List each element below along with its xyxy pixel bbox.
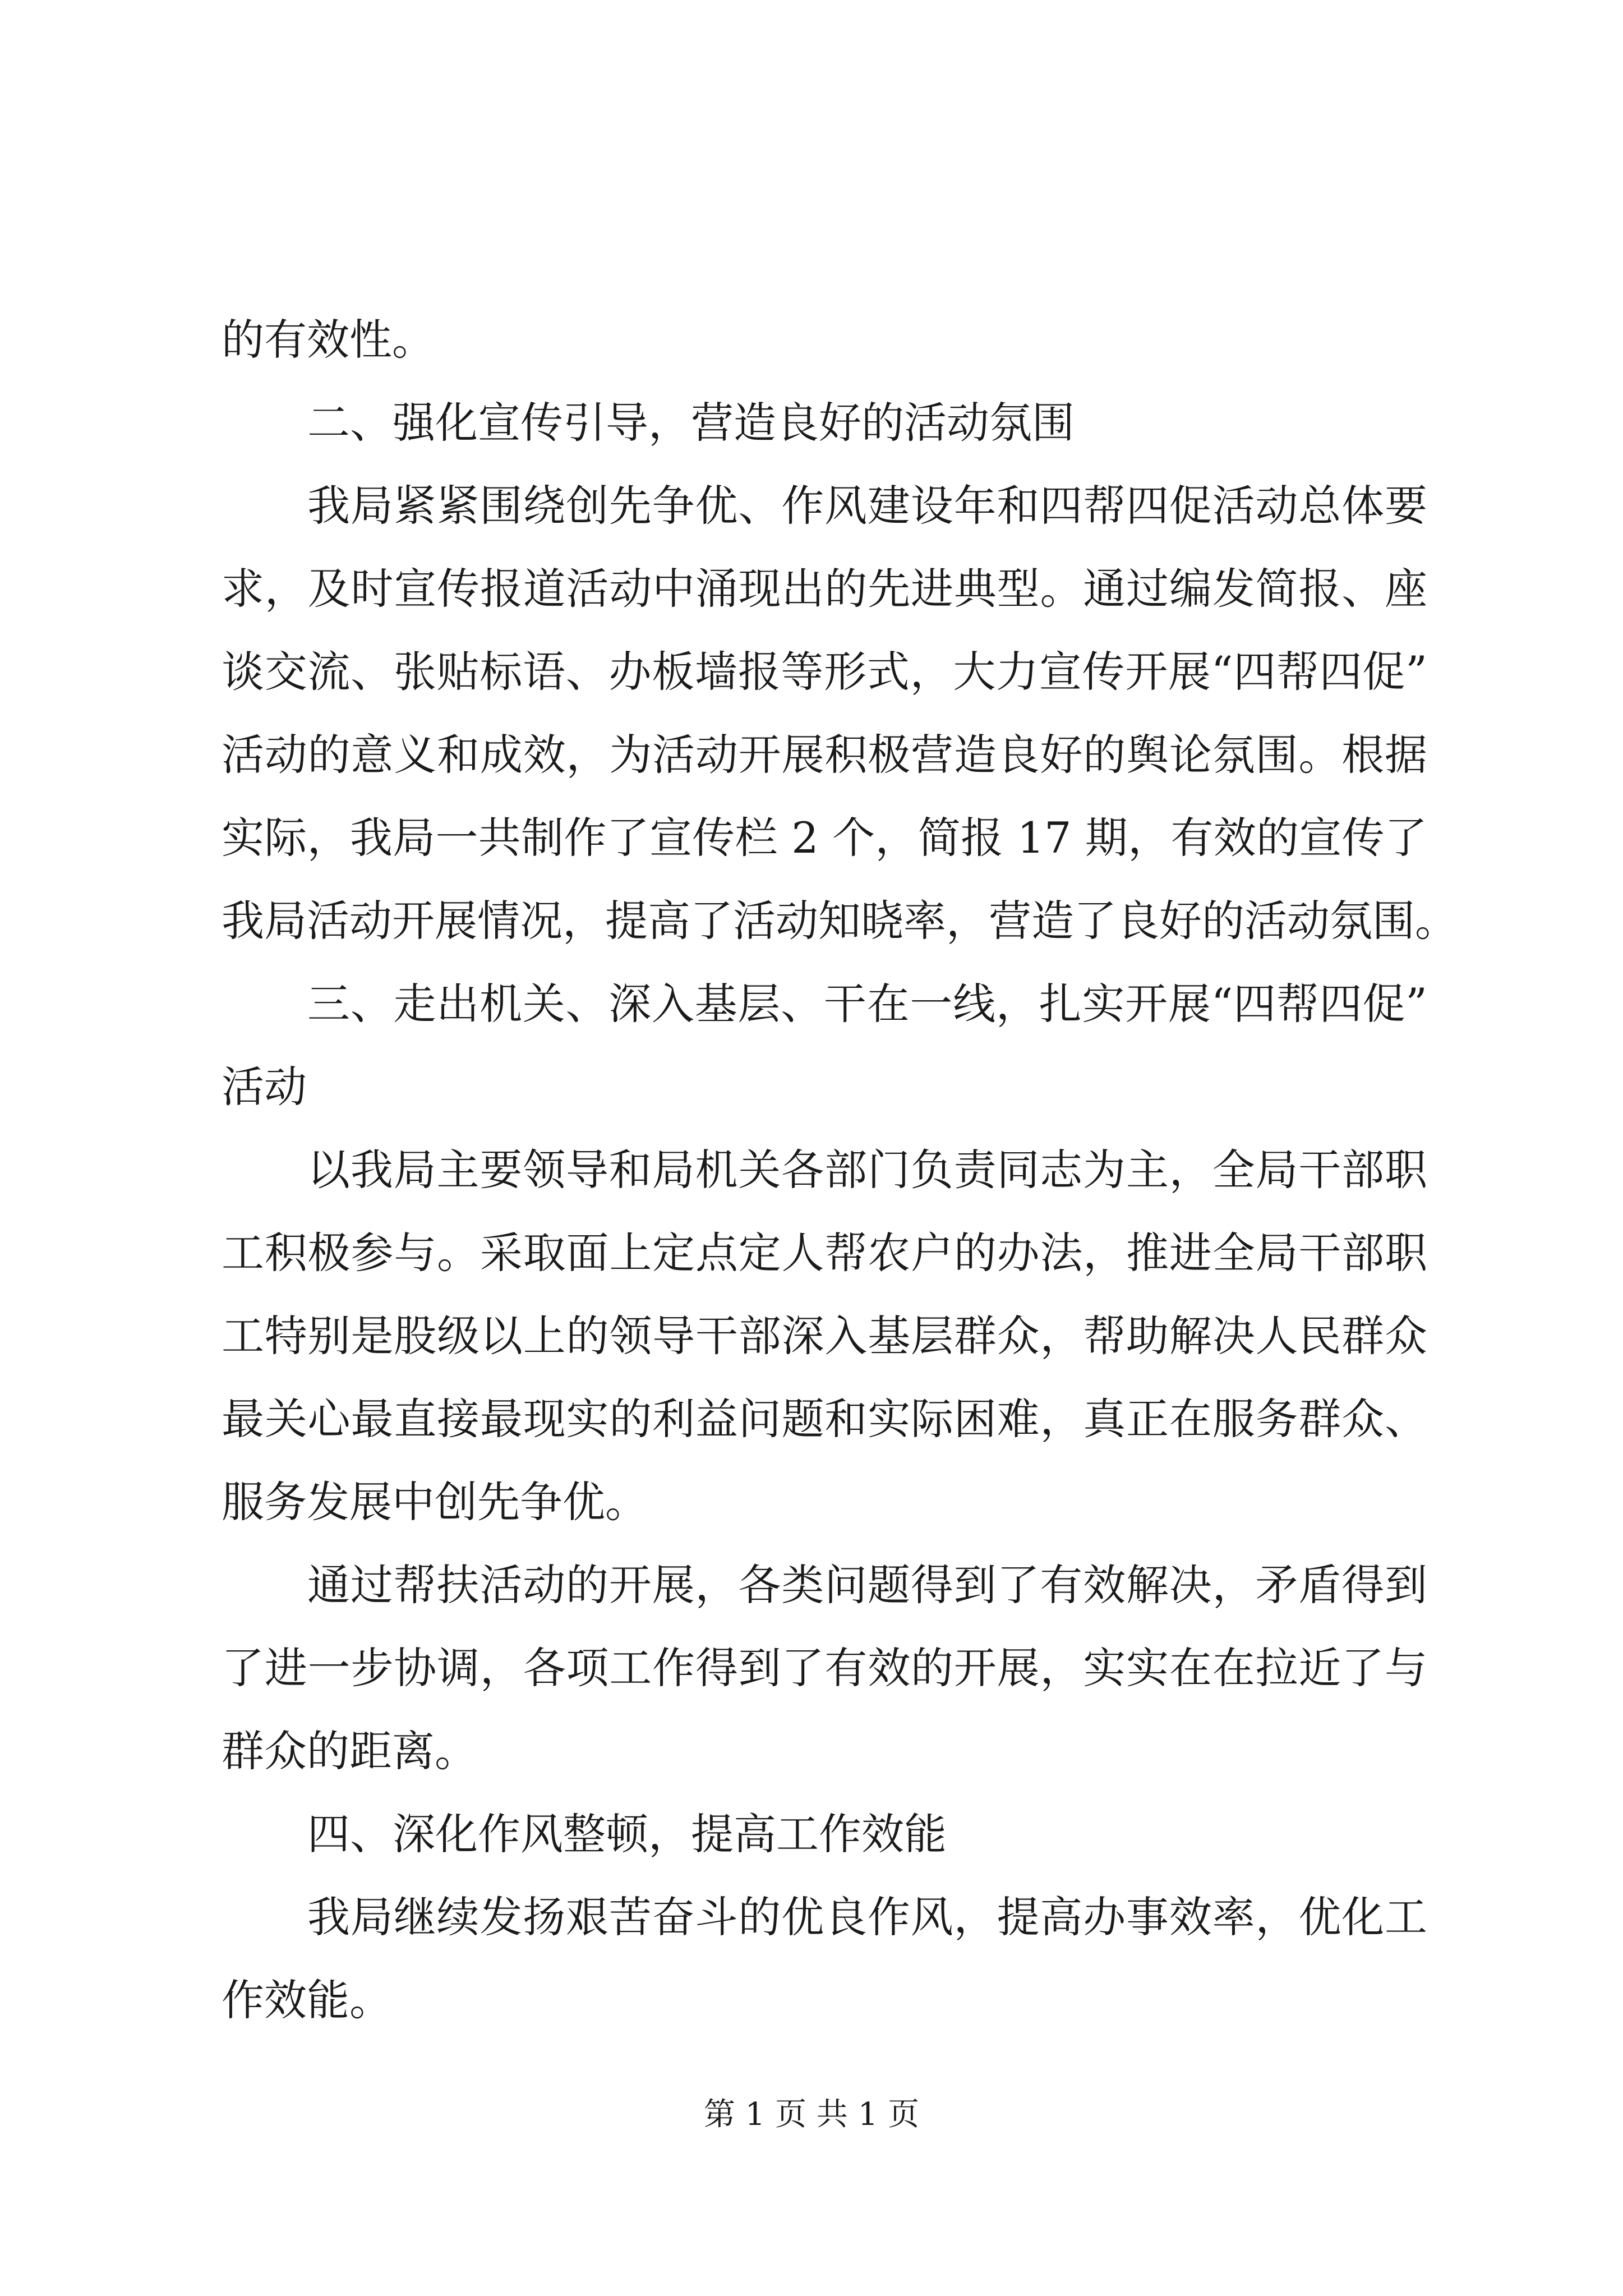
paragraph-line: 服务发展中创先争优。 [222, 1477, 648, 1527]
paragraph-line: 工积极参与。采取面上定点定人帮农户的办法，推进全局干部职 [222, 1228, 1427, 1278]
paragraph-line: 通过帮扶活动的开展，各类问题得到了有效解决，矛盾得到 [307, 1560, 1427, 1610]
section-heading: 二、强化宣传引导，营造良好的活动氛围 [307, 398, 1075, 448]
section-heading: 四、深化作风整顿，提高工作效能 [307, 1809, 947, 1859]
paragraph-line: 的有效性。 [222, 315, 435, 365]
paragraph-line: 谈交流、张贴标语、办板墙报等形式，大力宣传开展“四帮四促” [222, 647, 1427, 697]
page-footer: 第 1 页 共 1 页 [703, 2096, 920, 2133]
paragraph-line: 以我局主要领导和局机关各部门负责同志为主，全局干部职 [307, 1145, 1427, 1195]
paragraph-line: 求，及时宣传报道活动中涌现出的先进典型。通过编发简报、座 [222, 564, 1427, 614]
paragraph-line: 作效能。 [222, 1975, 392, 2025]
paragraph-line: 我局紧紧围绕创先争优、作风建设年和四帮四促活动总体要 [307, 481, 1427, 531]
paragraph-line: 群众的距离。 [222, 1726, 477, 1776]
paragraph-line: 实际，我局一共制作了宣传栏 2 个，简报 17 期，有效的宣传了 [222, 813, 1427, 863]
paragraph-line: 活动的意义和成效，为活动开展积极营造良好的舆论氛围。根据 [222, 730, 1427, 780]
section-heading: 三、走出机关、深入基层、干在一线，扎实开展“四帮四促” [307, 979, 1427, 1029]
paragraph-line: 工特别是股级以上的领导干部深入基层群众，帮助解决人民群众 [222, 1311, 1427, 1361]
paragraph-line: 我局继续发扬艰苦奋斗的优良作风，提高办事效率，优化工 [307, 1892, 1427, 1942]
paragraph-line: 最关心最直接最现实的利益问题和实际困难，真正在服务群众、 [222, 1394, 1427, 1444]
paragraph-line: 了进一步协调，各项工作得到了有效的开展，实实在在拉近了与 [222, 1643, 1427, 1693]
section-heading-continued: 活动 [222, 1062, 307, 1112]
paragraph-line: 我局活动开展情况，提高了活动知晓率，营造了良好的活动氛围。 [222, 896, 1458, 946]
